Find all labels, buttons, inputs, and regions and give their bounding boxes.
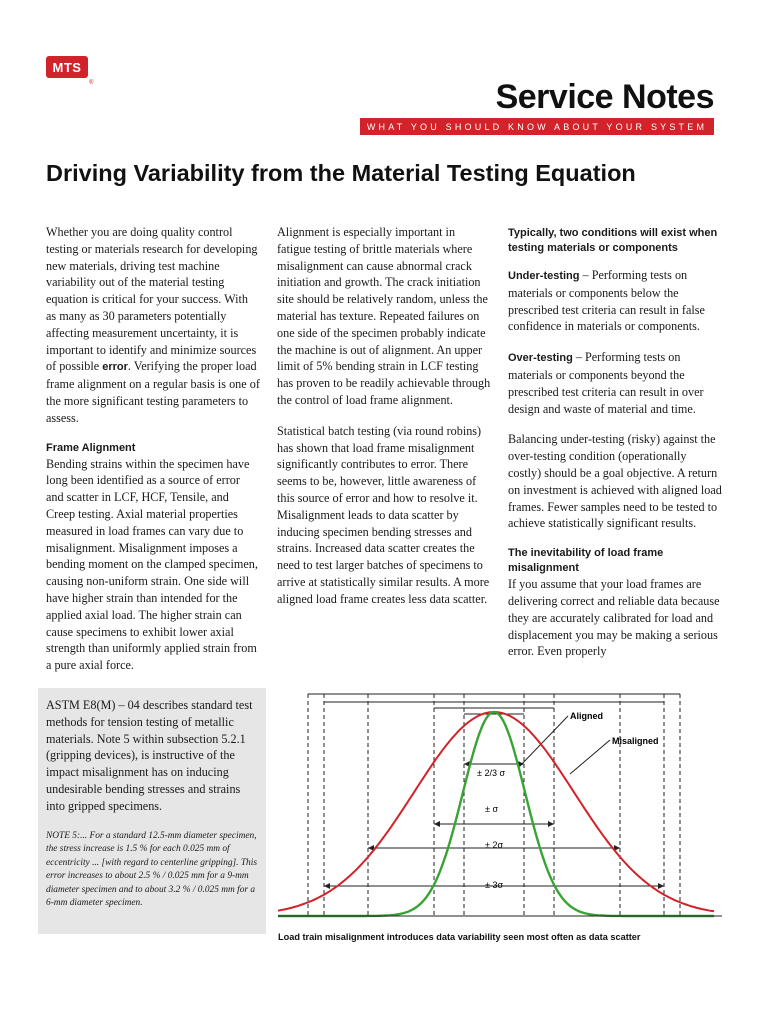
legend-misaligned-label: Misaligned — [612, 736, 659, 746]
publication-title: Service Notes — [495, 78, 714, 116]
over-testing-paragraph: Over-testing – Performing tests on materials or components beyond the prescribed test criteria can result in over design and waste of material and time. — [508, 350, 704, 416]
under-testing-paragraph: Under-testing – Performing tests on materials or components below the prescribed test criteria can result in false confidence in materials or components. — [508, 268, 705, 334]
mts-logo: MTS — [46, 56, 88, 78]
inevitability-heading: The inevitability of load frame misalignment — [508, 547, 664, 575]
leader-aligned — [518, 716, 568, 768]
distribution-chart — [278, 688, 722, 918]
column-2 — [277, 224, 491, 622]
astm-note-quote: NOTE 5:... For a standard 12.5-mm diameter specimen, the stress increase is 1.5 % for each 0.025 mm of eccentricity ... [with regard to centerline gripping]. This error increases to about 2.5 % / 0.025 mm for a 9-mm diameter specimen and to about 3.2 % / 0.025 mm for a 6-mm diameter specimen. — [46, 831, 257, 909]
article-title: Driving Variability from the Material Testing Equation — [46, 160, 636, 186]
annotation-three-sigma: ± 3σ — [485, 880, 503, 890]
frame-alignment-heading: Frame Alignment — [46, 441, 136, 454]
registered-mark: ® — [89, 80, 94, 86]
annotation-sigma: ± σ — [485, 804, 498, 814]
column-1 — [46, 224, 260, 688]
arrow-sigma-head — [434, 821, 440, 827]
inevitability-paragraph: If you assume that your load frames are delivering correct and reliable data because they are accurately calibrated for load and displacement you may be making a serious error. Even properly — [508, 577, 720, 659]
astm-note-text: ASTM E8(M) – 04 describes standard test methods for tension testing of metallic materials. Note 5 within subsection 5.2.1 (gripping devices), is instructive of the impact misalignment has on inducing undesirable bending stresses and strains into gripped specimens. — [46, 698, 253, 813]
batch-testing-paragraph: Statistical batch testing (via round robins) has shown that load frame misalignment significantly contributes to error. There seems to be, however, little awareness of this source of error and how to resolve it. Misalignment leads to data scatter by inducing specimen bending stresses and strains. Increased data scatter creates the need to test larger batches of specimens to arrive at statistically similar results. A more aligned load frame creates less data scatter. — [277, 423, 490, 606]
leader-misaligned — [570, 740, 610, 774]
column-3 — [508, 226, 722, 674]
arrow-sigma-head — [548, 821, 554, 827]
alignment-paragraph: Alignment is especially important in fatigue testing of brittle materials where misalignment can cause abnormal crack initiation and growth. The crack initiation site should be relatively random, unless the material has texture. Repeated failures on one side of the specimen probably indicate the machine is out of alignment. An upper limit of 5% bending strain in LCF testing has proven to be readily achievable through the control of load frame alignment. — [277, 225, 491, 407]
frame-alignment-paragraph: Bending strains within the specimen have long been identified as a source of error and scatter in LCF, HCF, Tensile, and Creep testing. Axial material properties measured in load frames can vary due to misalignment. Misalignment imposes a bending moment on the clamped specimen, causing non-uniform strain. One side will have higher strain than intended for the applied axial load. The higher strain can cause specimens to exhibit lower axial strength than uniformly applied strain from a pure axial force. — [46, 456, 258, 673]
arrow-three-sigma-head — [324, 883, 330, 889]
intro-paragraph: Whether you are doing quality control testing or materials research for developing new materials, driving test machine variability out of the material testing equation is critical for your success. With as many as 30 parameters potentially affecting measurement uncertainty, it is important to identify and minimize sources of possible error. Verifying the proper load frame alignment on a regular basis is one of the more significant testing parameters to assess. — [46, 225, 260, 425]
chart-caption: Load train misalignment introduces data variability seen most often as data scatter — [278, 932, 641, 942]
tagline-banner: WHAT YOU SHOULD KNOW ABOUT YOUR SYSTEM — [360, 118, 714, 135]
legend-aligned-label: Aligned — [570, 711, 603, 721]
annotation-two-thirds-sigma: ± 2/3 σ — [477, 768, 506, 778]
conditions-heading: Typically, two conditions will exist when testing materials or components — [508, 227, 718, 254]
arrow-three-sigma-head — [658, 883, 664, 889]
annotation-two-sigma: ± 2σ — [485, 840, 503, 850]
balance-paragraph: Balancing under-testing (risky) against the over-testing condition (operationally costly) should be a goal objective. A return on investment is achieved with aligned load frames. Fewer samples need to be tested to achieve statistically significant results. — [508, 432, 722, 531]
